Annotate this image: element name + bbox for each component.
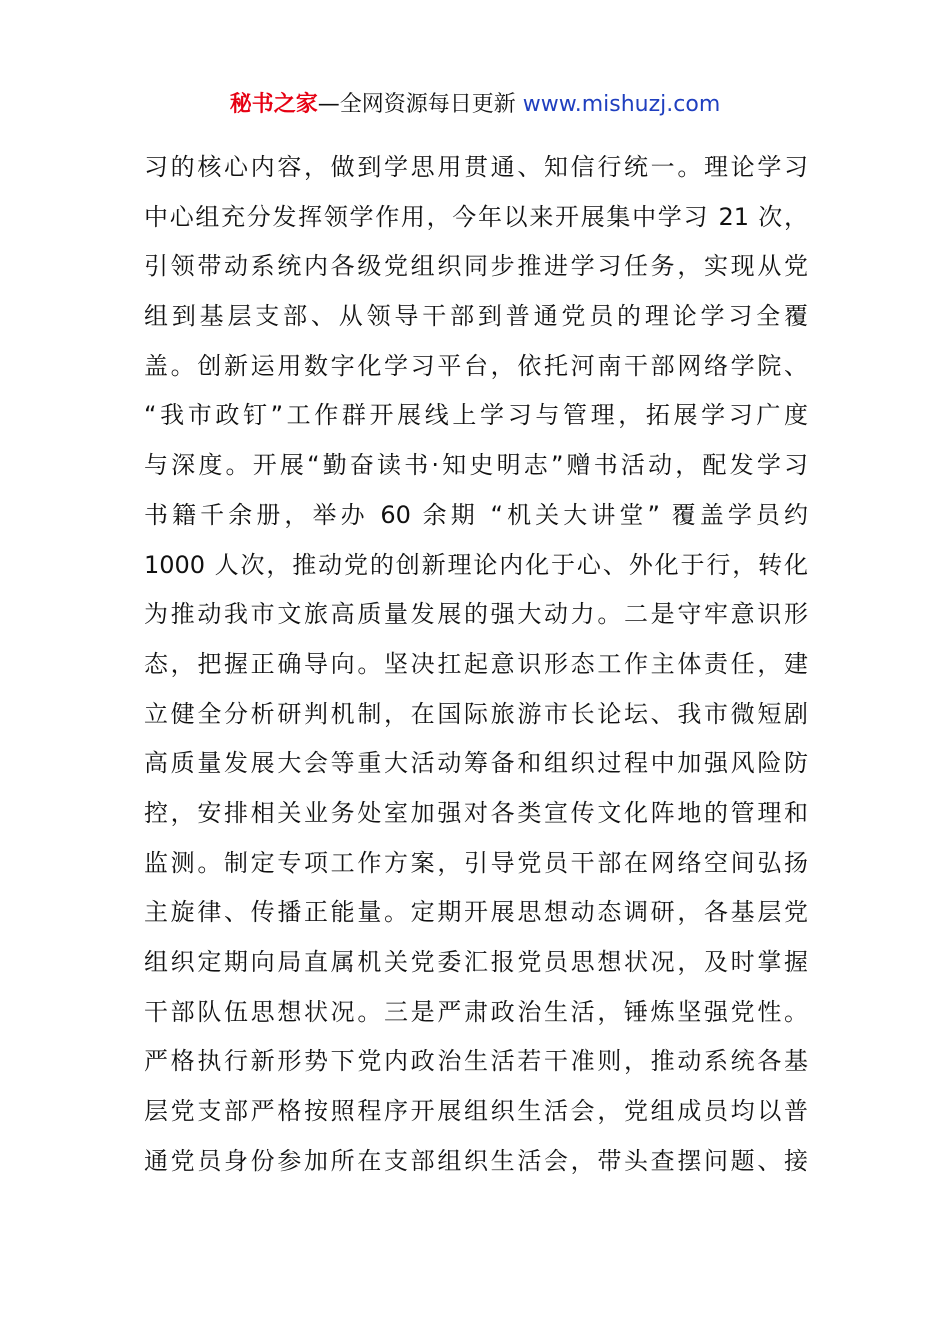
text-line: “我市政钉”工作群开展线上学习与管理，拓展学习广度: [144, 401, 808, 430]
page-header: [0, 90, 950, 120]
brand-name: 秘书之家: [229, 92, 318, 117]
text-line: 干部队伍思想状况。三是严肃政治生活，锤炼坚强党性。: [144, 997, 808, 1026]
header-tagline: —全网资源每日更新: [317, 92, 523, 117]
text-line: 立健全分析研判机制，在国际旅游市长论坛、我市微短剧: [144, 699, 808, 728]
text-line: 主旋律、传播正能量。定期开展思想动态调研，各基层党: [144, 898, 808, 927]
text-line: 为推动我市文旅高质量发展的强大动力。二是守牢意识形: [144, 600, 808, 629]
text-line: 组到基层支部、从领导干部到普通党员的理论学习全覆: [144, 302, 808, 331]
text-line: 控，安排相关业务处室加强对各类宣传文化阵地的管理和: [144, 798, 808, 827]
text-line: 通党员身份参加所在支部组织生活会，带头查摆问题、接: [144, 1146, 808, 1175]
text-line: 严格执行新形势下党内政治生活若干准则，推动系统各基: [144, 1047, 808, 1076]
text-line: 高质量发展大会等重大活动筹备和组织过程中加强风险防: [144, 749, 808, 778]
text-line: 与深度。开展“勤奋读书·知史明志”赠书活动，配发学习: [144, 451, 808, 480]
text-line: 中心组充分发挥领学作用，今年以来开展集中学习 21 次，: [144, 202, 808, 231]
text-line: 监测。制定专项工作方案，引导党员干部在网络空间弘扬: [144, 848, 808, 877]
text-line: 1000 人次，推动党的创新理论内化于心、外化于行，转化: [144, 550, 808, 579]
text-line: 盖。创新运用数字化学习平台，依托河南干部网络学院、: [144, 351, 808, 380]
text-line: 书籍千余册，举办 60 余期 “机关大讲堂” 覆盖学员约: [144, 500, 808, 529]
site-url-link[interactable]: www.mishuzj.com: [522, 92, 721, 117]
text-line: 层党支部严格按照程序开展组织生活会，党组成员均以普: [144, 1097, 808, 1126]
text-line: 习的核心内容，做到学思用贯通、知信行统一。理论学习: [144, 153, 808, 181]
text-line: 组织定期向局直属机关党委汇报党员思想状况，及时掌握: [144, 948, 808, 976]
text-line: 引领带动系统内各级党组织同步推进学习任务，实现从党: [144, 252, 808, 281]
text-line: 态，把握正确导向。坚决扛起意识形态工作主体责任，建: [144, 649, 808, 678]
document-body: [144, 148, 808, 1191]
